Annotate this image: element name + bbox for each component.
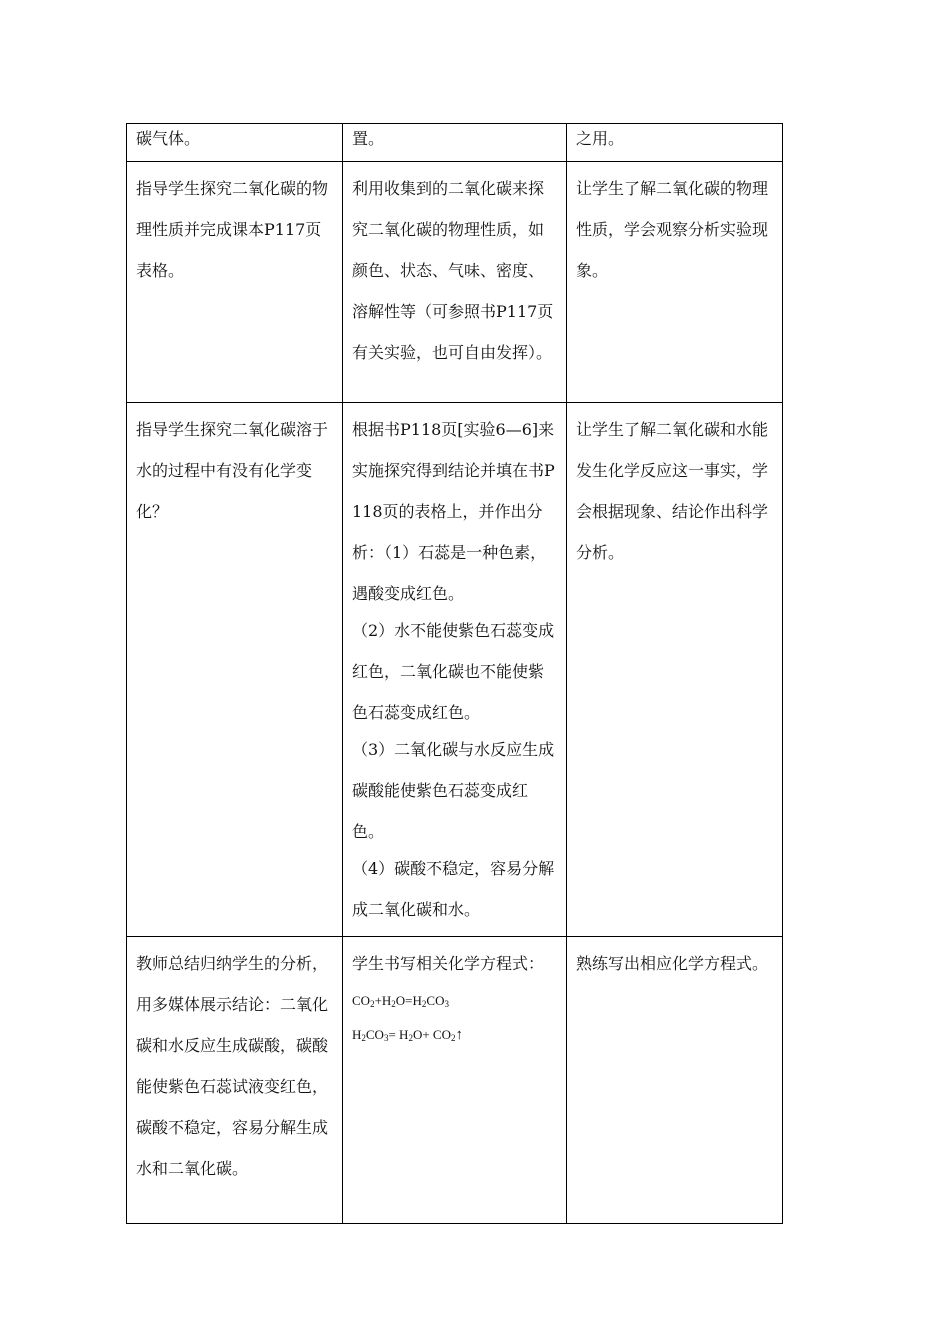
student-activity-cell <box>343 937 567 1224</box>
cell-text: 之用。 <box>576 129 625 148</box>
lesson-plan-table <box>126 123 783 1224</box>
design-intent-cell <box>567 403 783 937</box>
cell-text: 学生书写相关化学方程式： <box>352 954 545 973</box>
cell-text: 置。 <box>352 129 385 148</box>
cell-text: 利用收集到的二氧化碳来探究二氧化碳的物理性质，如颜色、状态、气味、密度、溶解性等（可参照书P117页有关实验，也可自由发挥）。 <box>352 179 554 362</box>
table-row <box>127 937 783 1224</box>
cell-text: 熟练写出相应化学方程式。 <box>576 954 769 973</box>
cell-paragraph: （2）水不能使紫色石蕊变成红色，二氧化碳也不能使紫色石蕊变成红色。 <box>352 621 555 722</box>
student-activity-cell <box>343 162 567 403</box>
chemical-equation-1: $CO_2+H_2O=H_2CO_3$ <box>352 993 449 1009</box>
table-row <box>127 162 783 403</box>
cell-text: 碳气体。 <box>136 129 201 148</box>
cell-paragraph: （3）二氧化碳与水反应生成碳酸能使紫色石蕊变成红色。 <box>352 740 555 841</box>
cell-text: 教师总结归纳学生的分析，用多媒体展示结论：二氧化碳和水反应生成碳酸，碳酸能使紫色石蕊试液变红色，碳酸不稳定，容易分解生成水和二氧化碳。 <box>136 954 329 1178</box>
cell-text: 指导学生探究二氧化碳溶于水的过程中有没有化学变化？ <box>136 420 329 521</box>
table-row <box>127 124 783 162</box>
table-row <box>127 403 783 937</box>
cell-text: 让学生了解二氧化碳的物理性质，学会观察分析实验现象。 <box>576 179 769 280</box>
up-arrow-icon: ↑ <box>455 1027 463 1043</box>
teacher-activity-cell <box>127 403 343 937</box>
chemical-equation-2: $H_2CO_3= H_2O+$ $CO_2↑$ <box>352 1027 463 1043</box>
cell-paragraph: 根据书P118页[实验6—6]来实施探究得到结论并填在书P118页的表格上，并作出分析：（1）石蕊是一种色素，遇酸变成红色。 <box>352 420 555 603</box>
student-activity-cell <box>343 124 567 162</box>
teacher-activity-cell <box>127 937 343 1224</box>
teacher-activity-cell <box>127 162 343 403</box>
cell-text: 指导学生探究二氧化碳的物理性质并完成课本P117页表格。 <box>136 179 329 280</box>
cell-paragraph: （4）碳酸不稳定，容易分解成二氧化碳和水。 <box>352 859 555 919</box>
design-intent-cell <box>567 124 783 162</box>
teacher-activity-cell <box>127 124 343 162</box>
design-intent-cell <box>567 162 783 403</box>
design-intent-cell <box>567 937 783 1224</box>
cell-text: 让学生了解二氧化碳和水能发生化学反应这一事实，学会根据现象、结论作出科学分析。 <box>576 420 769 562</box>
student-activity-cell <box>343 403 567 937</box>
